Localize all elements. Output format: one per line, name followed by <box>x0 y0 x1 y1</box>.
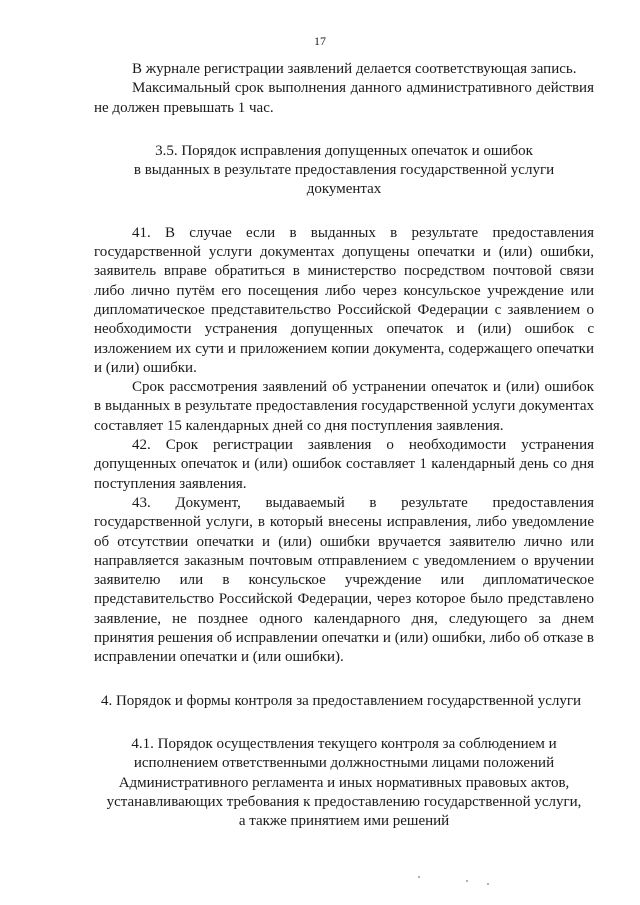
heading-line: Административного регламента и иных нормативных правовых актов, <box>118 774 570 791</box>
heading-line: устанавливающих требования к предоставлению государственной услуги, <box>106 793 582 810</box>
paragraph-41-review-period: Срок рассмотрения заявлений об устранении опечаток и (или) ошибок в выданных в результате предоставления государственной услуги документах составляет 15 календарных дней со дня поступления заявления. <box>94 379 594 434</box>
heading-line: исполнением ответственными должностными лицами положений <box>133 755 555 772</box>
scan-speck <box>418 876 420 878</box>
page-number: 17 <box>314 34 326 48</box>
scan-speck <box>466 880 468 882</box>
paragraph-41: 41. В случае если в выданных в результате предоставления государственной услуги документах допущены опечатки и (или) ошибки, заявитель вправе обратиться в министерство посредством почтовой связи либо лично путём его посещения либо через консульское учреждение или дипломатическое представительство Российской Федерации с заявлением о необходимости устранения допущенных опечаток и (или) ошибок с изложением их сути и приложением копии документа, содержащего опечатки и (или) ошибки. <box>94 224 594 376</box>
section-4-1-heading <box>94 735 594 831</box>
document-body <box>94 60 594 831</box>
scan-speck <box>487 883 489 885</box>
heading-line: 4.1. Порядок осуществления текущего контроля за соблюдением и <box>131 735 557 752</box>
paragraph-journal-entry: В журнале регистрации заявлений делается соответствующая запись. <box>132 61 577 77</box>
paragraph-42: 42. Срок регистрации заявления о необходимости устранения допущенных опечаток и (или) ошибок составляет 1 календарный день со дня поступления заявления. <box>94 437 594 492</box>
heading-line: а также принятием ими решений <box>238 813 450 830</box>
paragraph-max-duration: Максимальный срок выполнения данного административного действия не должен превышать 1 час. <box>94 80 594 116</box>
heading-line: в выданных в результате предоставления государственной услуги <box>133 162 555 179</box>
heading-line: 3.5. Порядок исправления допущенных опечаток и ошибок <box>155 142 533 159</box>
paragraph-43: 43. Документ, выдаваемый в результате предоставления государственной услуги, в который внесены исправления, либо уведомление об отсутствии опечатки и (или) ошибки вручается заявителю лично или направляется заказным почтовым отправлением с уведомлением о вручении заявителю или в консульское учреждение или дипломатическое представительство Российской Федерации, через которое было представлено заявление, не позднее одного календарного дня, следующего за днем принятия решения об исправлении опечатки и (или) ошибки, либо об отказе в исправлении опечатки и (или ошибки). <box>94 494 594 666</box>
section-4-heading: 4. Порядок и формы контроля за предоставлением государственной услуги <box>100 692 582 709</box>
heading-line: документах <box>306 181 382 198</box>
section-3-5-heading <box>94 142 594 200</box>
